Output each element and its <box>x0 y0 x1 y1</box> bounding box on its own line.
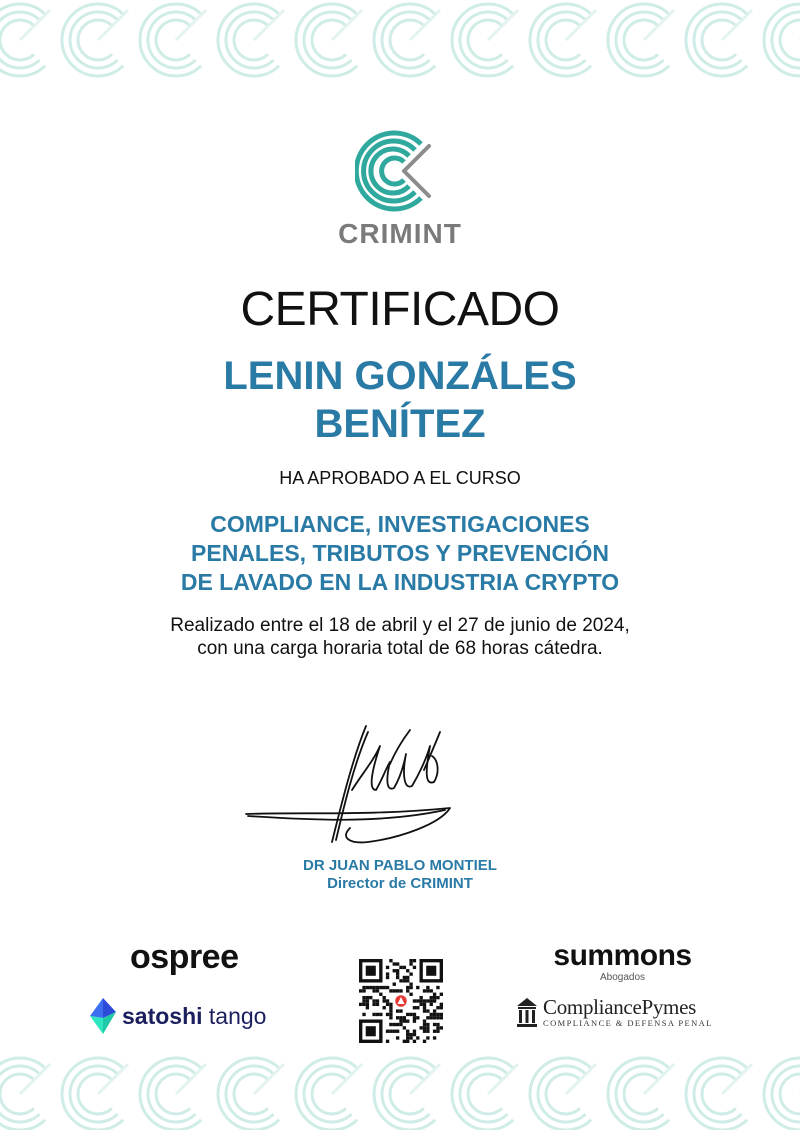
qr-module <box>436 1030 439 1033</box>
qr-module <box>436 1006 439 1009</box>
band-arc <box>764 4 800 76</box>
band-motif <box>62 4 128 76</box>
band-arc <box>468 1074 502 1114</box>
qr-module <box>393 989 396 992</box>
band-motif <box>0 1058 50 1130</box>
band-arc <box>780 20 800 60</box>
qr-module <box>383 1006 386 1009</box>
qr-module <box>386 999 389 1002</box>
qr-finder <box>366 1026 376 1036</box>
band-arc <box>78 1074 112 1114</box>
qr-module <box>396 1023 399 1026</box>
qr-module <box>430 989 433 992</box>
qr-module <box>409 993 412 996</box>
qr-module <box>389 1030 392 1033</box>
band-motif <box>218 1058 284 1130</box>
qr-module <box>426 1009 429 1012</box>
qr-module <box>423 1019 426 1022</box>
qr-module <box>396 972 399 975</box>
band-line <box>410 1064 440 1094</box>
qr-module <box>366 986 369 989</box>
bottom-pattern-band <box>0 1052 800 1130</box>
band-line <box>488 1064 518 1094</box>
recipient-name <box>100 352 700 448</box>
qr-module <box>423 999 426 1002</box>
qr-module <box>430 1003 433 1006</box>
band-line <box>566 1064 596 1094</box>
band-arc <box>156 1074 190 1114</box>
approved-text: HA APROBADO A EL CURSO <box>279 468 521 488</box>
satoshi-text-a: satoshi <box>122 1002 203 1029</box>
band-motif <box>140 1058 206 1130</box>
qr-module <box>399 966 402 969</box>
qr-module <box>379 993 382 996</box>
band-motif <box>764 1058 800 1130</box>
qr-module <box>433 1023 436 1026</box>
band-arc <box>702 20 736 60</box>
qr-module <box>406 1030 409 1033</box>
qr-module <box>423 1030 426 1033</box>
qr-module <box>440 1006 443 1009</box>
band-line <box>20 10 50 40</box>
qr-module <box>406 976 409 979</box>
summons-logo <box>540 940 705 983</box>
qr-module <box>426 1026 429 1029</box>
qr-module <box>403 1026 406 1029</box>
band-arc <box>0 1074 34 1114</box>
qr-module <box>440 1013 443 1016</box>
band-arc <box>234 20 268 60</box>
qr-module <box>426 999 429 1002</box>
qr-module <box>362 999 365 1002</box>
band-arc <box>156 20 190 60</box>
qr-module <box>440 1003 443 1006</box>
band-line <box>332 1064 362 1094</box>
qr-module <box>362 1013 365 1016</box>
satoshi-tango-mark-icon <box>90 998 116 1034</box>
qr-module <box>372 999 375 1002</box>
band-line <box>176 1064 206 1094</box>
qr-module <box>376 999 379 1002</box>
qr-module <box>433 996 436 999</box>
qr-module <box>406 1033 409 1036</box>
band-motif <box>374 1058 440 1130</box>
band-motif <box>608 1058 674 1130</box>
band-arc <box>390 1074 424 1114</box>
qr-module <box>433 1016 436 1019</box>
qr-module <box>389 1016 392 1019</box>
qr-module <box>413 1019 416 1022</box>
qr-module <box>416 1006 419 1009</box>
qr-module <box>389 1013 392 1016</box>
qr-module <box>416 1016 419 1019</box>
band-line <box>20 1064 50 1094</box>
qr-module <box>413 1013 416 1016</box>
band-line <box>254 1064 284 1094</box>
summons-name: summons <box>553 939 692 972</box>
bottom-pattern <box>0 1052 800 1130</box>
qr-module <box>389 1023 392 1026</box>
band-motif <box>530 4 596 76</box>
qr-module <box>386 1003 389 1006</box>
qr-module <box>399 1009 402 1012</box>
course-details-line2: con una carga horaria total de 68 horas cátedra. <box>197 638 603 659</box>
qr-module <box>409 972 412 975</box>
qr-module <box>423 1040 426 1043</box>
qr-module <box>406 979 409 982</box>
band-motif <box>218 4 284 76</box>
qr-module <box>436 996 439 999</box>
qr-module <box>403 966 406 969</box>
band-line <box>722 10 752 40</box>
qr-module <box>426 989 429 992</box>
qr-module <box>409 983 412 986</box>
qr-module <box>413 1006 416 1009</box>
qr-module <box>396 976 399 979</box>
qr-module <box>409 959 412 962</box>
qr-module <box>359 1003 362 1006</box>
qr-module <box>366 999 369 1002</box>
qr-module <box>409 1033 412 1036</box>
qr-module <box>399 989 402 992</box>
qr-module <box>403 1016 406 1019</box>
band-arc <box>546 20 580 60</box>
band-arc <box>546 1074 580 1114</box>
qr-module <box>406 1036 409 1039</box>
signer-name: DR JUAN PABLO MONTIEL <box>303 857 497 874</box>
band-motif <box>0 4 50 76</box>
band-arc <box>0 20 34 60</box>
top-pattern-band <box>0 0 800 80</box>
band-motif <box>140 4 206 76</box>
band-motif <box>62 1058 128 1130</box>
qr-module <box>362 996 365 999</box>
band-line <box>488 10 518 40</box>
qr-module <box>396 962 399 965</box>
satoshi-tango-text <box>122 1003 266 1030</box>
qr-module <box>399 1019 402 1022</box>
qr-module <box>426 1016 429 1019</box>
qr-finder <box>366 966 376 976</box>
qr-module <box>393 962 396 965</box>
qr-module <box>419 1026 422 1029</box>
qr-module <box>406 969 409 972</box>
qr-module <box>409 962 412 965</box>
qr-module <box>383 986 386 989</box>
qr-module <box>419 999 422 1002</box>
course-title <box>150 510 650 597</box>
qr-module <box>430 1016 433 1019</box>
qr-module <box>369 986 372 989</box>
qr-module <box>396 969 399 972</box>
qr-module <box>426 1030 429 1033</box>
qr-module <box>393 1023 396 1026</box>
qr-module <box>396 989 399 992</box>
band-line <box>566 10 596 40</box>
qr-module <box>423 1023 426 1026</box>
qr-module <box>379 986 382 989</box>
recipient-name-line1: LENIN GONZÁLES <box>223 354 577 398</box>
band-arc <box>624 1074 658 1114</box>
qr-module <box>426 1023 429 1026</box>
qr-module <box>372 989 375 992</box>
satoshi-tango-logo <box>90 996 266 1036</box>
band-arc <box>312 1074 346 1114</box>
qr-module <box>386 1013 389 1016</box>
band-motif <box>608 4 674 76</box>
qr-module <box>423 989 426 992</box>
qr-module <box>436 1023 439 1026</box>
qr-module <box>389 959 392 962</box>
recipient-name-line2: BENÍTEZ <box>314 402 486 446</box>
qr-module <box>409 1036 412 1039</box>
qr-module <box>406 989 409 992</box>
qr-module <box>362 986 365 989</box>
qr-module <box>406 1013 409 1016</box>
qr-module <box>430 999 433 1002</box>
qr-module <box>416 999 419 1002</box>
qr-module <box>362 1003 365 1006</box>
band-motif <box>686 1058 752 1130</box>
qr-module <box>406 1040 409 1043</box>
qr-module <box>386 972 389 975</box>
band-line <box>332 10 362 40</box>
qr-module <box>403 1019 406 1022</box>
qr-module <box>419 996 422 999</box>
qr-module <box>413 966 416 969</box>
band-motif <box>452 1058 518 1130</box>
qr-module <box>433 1013 436 1016</box>
qr-module <box>386 976 389 979</box>
qr-module <box>409 1013 412 1016</box>
qr-module <box>399 1016 402 1019</box>
summons-subtitle: Abogados <box>599 972 646 983</box>
band-motif <box>764 4 800 76</box>
band-motif <box>686 4 752 76</box>
qr-module <box>426 986 429 989</box>
band-motif <box>530 1058 596 1130</box>
qr-module <box>436 1016 439 1019</box>
band-line <box>176 10 206 40</box>
qr-module <box>389 1006 392 1009</box>
qr-module <box>366 1006 369 1009</box>
qr-module <box>406 986 409 989</box>
qr-module <box>393 983 396 986</box>
qr-module <box>396 1009 399 1012</box>
logo-text: CRIMINT <box>338 218 462 249</box>
qr-module <box>399 979 402 982</box>
band-arc <box>702 1074 736 1114</box>
qr-module <box>386 986 389 989</box>
signature-icon <box>240 720 460 850</box>
qr-code <box>359 959 443 1043</box>
band-line <box>98 10 128 40</box>
course-details <box>100 614 700 660</box>
qr-module <box>413 1040 416 1043</box>
satoshi-text-b: tango <box>208 1002 267 1029</box>
band-line <box>410 10 440 40</box>
course-title-line2: PENALES, TRIBUTOS Y PREVENCIÓN <box>191 540 609 566</box>
qr-module <box>440 1016 443 1019</box>
band-arc <box>780 1074 800 1114</box>
qr-module <box>376 1013 379 1016</box>
qr-module <box>436 1026 439 1029</box>
band-line <box>254 10 284 40</box>
qr-module <box>376 1003 379 1006</box>
band-motif <box>296 1058 362 1130</box>
qr-module <box>433 1009 436 1012</box>
qr-module <box>403 1040 406 1043</box>
qr-module <box>389 1003 392 1006</box>
band-arc <box>234 1074 268 1114</box>
qr-module <box>433 1036 436 1039</box>
qr-module <box>413 1030 416 1033</box>
qr-module <box>430 996 433 999</box>
qr-module <box>383 996 386 999</box>
qr-module <box>386 1030 389 1033</box>
qr-module <box>386 1040 389 1043</box>
band-line <box>644 1064 674 1094</box>
qr-module <box>403 979 406 982</box>
qr-module <box>389 1009 392 1012</box>
band-line <box>98 1064 128 1094</box>
band-arc <box>468 20 502 60</box>
qr-module <box>399 1023 402 1026</box>
qr-module <box>406 1019 409 1022</box>
qr-finder <box>426 966 436 976</box>
qr-module <box>409 986 412 989</box>
qr-module <box>423 1026 426 1029</box>
band-arc <box>390 20 424 60</box>
qr-module <box>369 996 372 999</box>
qr-module <box>419 1003 422 1006</box>
band-motif <box>374 4 440 76</box>
qr-module <box>386 966 389 969</box>
qr-module <box>372 986 375 989</box>
qr-module <box>416 986 419 989</box>
qr-module <box>389 989 392 992</box>
qr-module <box>372 1013 375 1016</box>
qr-module <box>379 1013 382 1016</box>
band-line <box>722 1064 752 1094</box>
compliance-pymes-name: CompliancePymes <box>543 995 696 1019</box>
qr-module <box>433 1030 436 1033</box>
qr-module <box>396 1036 399 1039</box>
qr-module <box>366 1003 369 1006</box>
band-arc <box>624 20 658 60</box>
qr-module <box>396 1030 399 1033</box>
qr-module <box>376 986 379 989</box>
qr-module <box>383 999 386 1002</box>
qr-module <box>430 1013 433 1016</box>
qr-module <box>423 1006 426 1009</box>
band-motif <box>296 4 362 76</box>
band-arc <box>764 1058 800 1130</box>
qr-module <box>393 969 396 972</box>
signature <box>240 720 460 850</box>
building-icon <box>515 996 539 1028</box>
qr-module <box>396 1016 399 1019</box>
qr-module <box>372 1003 375 1006</box>
qr-module <box>359 989 362 992</box>
qr-module <box>413 1016 416 1019</box>
course-title-line1: COMPLIANCE, INVESTIGACIONES <box>210 511 590 537</box>
band-arc <box>312 20 346 60</box>
signer-role: Director de CRIMINT <box>327 875 473 892</box>
qr-module <box>426 1036 429 1039</box>
qr-module <box>433 993 436 996</box>
band-arc <box>78 20 112 60</box>
qr-module <box>440 993 443 996</box>
qr-module <box>376 989 379 992</box>
qr-code-icon <box>359 959 443 1043</box>
qr-module <box>436 986 439 989</box>
qr-module <box>423 1003 426 1006</box>
ospree-logo: ospree <box>130 938 239 976</box>
qr-module <box>413 959 416 962</box>
compliance-pymes-subtitle: COMPLIANCE & DEFENSA PENAL <box>543 1018 713 1028</box>
qr-module <box>362 989 365 992</box>
signer-block <box>0 857 800 893</box>
qr-module <box>403 976 406 979</box>
crimint-logo-icon <box>355 126 445 216</box>
top-pattern <box>0 0 800 80</box>
qr-module <box>416 1036 419 1039</box>
qr-module <box>393 1030 396 1033</box>
qr-module <box>440 1026 443 1029</box>
qr-module <box>413 1033 416 1036</box>
course-title-line3: DE LAVADO EN LA INDUSTRIA CRYPTO <box>180 569 620 595</box>
certificate-title: CERTIFICADO <box>240 283 560 336</box>
qr-module <box>366 996 369 999</box>
band-motif <box>452 4 518 76</box>
band-line <box>644 10 674 40</box>
qr-module <box>436 1013 439 1016</box>
qr-module <box>413 999 416 1002</box>
crimint-logo <box>340 126 460 216</box>
course-details-line1: Realizado entre el 18 de abril y el 27 de junio de 2024, <box>170 615 630 636</box>
compliance-pymes-logo <box>515 996 740 1028</box>
qr-module <box>433 999 436 1002</box>
qr-module <box>423 1009 426 1012</box>
